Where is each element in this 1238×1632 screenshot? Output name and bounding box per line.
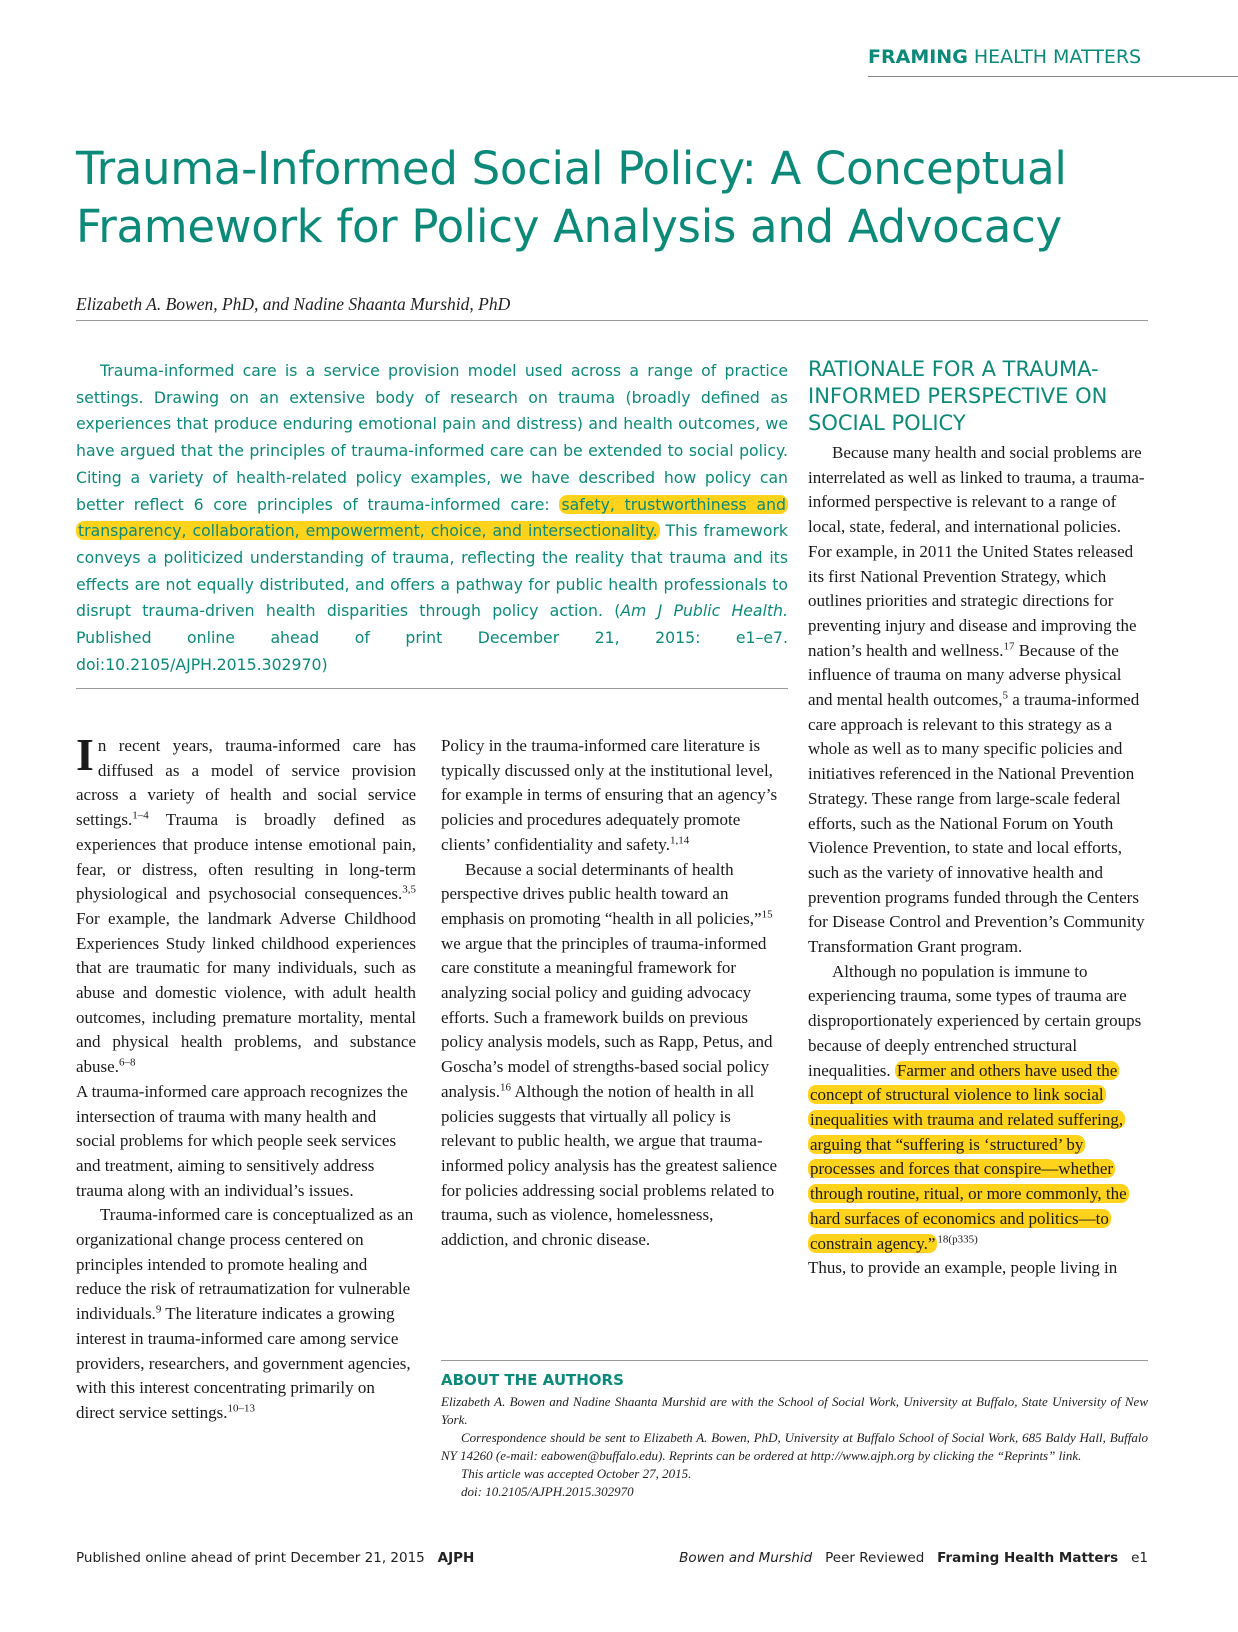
citation-ref: 17 <box>1003 639 1015 652</box>
body-text: Because a social determinants of health perspective drives public health toward an emphasis on promoting “health in all policies,” <box>441 859 762 928</box>
citation-ref: 1–4 <box>132 809 149 822</box>
body-column-2 <box>441 734 783 1253</box>
divider <box>76 320 1148 321</box>
body-text: Trauma-informed care is conceptualized as an organizational change process centered on principles intended to promote healing and reduce the risk of retraumatization for vulnerable individuals. <box>76 1205 414 1324</box>
footer-authors: Bowen and Murshid <box>679 1550 813 1566</box>
page-number: e1 <box>1131 1550 1148 1566</box>
body-text: The literature indicates a growing interest in trauma-informed care among service providers, researchers, and government agencies, with this interest concentrating primarily on direct service settings. <box>76 1304 411 1422</box>
paragraph <box>76 1203 416 1425</box>
abstract-citation: Published online ahead of print December 21, 2015: e1–e7. doi:10.2105/AJPH.2015.302970) <box>76 628 788 674</box>
paragraph: Thus, to provide an example, people living in <box>808 1258 1118 1278</box>
section-label-bold: FRAMING <box>868 46 968 68</box>
journal-name: Am J Public Health. <box>620 601 788 621</box>
doi: doi: 10.2105/AJPH.2015.302970 <box>461 1484 634 1499</box>
footer-section: Framing Health Matters <box>937 1550 1119 1566</box>
accepted-date: This article was accepted October 27, 2015. <box>461 1466 692 1481</box>
section-label <box>868 46 1238 77</box>
citation-ref: 15 <box>761 908 773 921</box>
body-column-1 <box>76 729 416 1426</box>
body-column-3 <box>808 356 1148 1281</box>
article-title: Trauma-Informed Social Policy: A Conceptual Framework for Policy Analysis and Advocacy <box>76 142 1067 253</box>
drop-cap: I <box>76 729 94 780</box>
section-heading: RATIONALE FOR A TRAUMA-INFORMED PERSPECTIVE ON SOCIAL POLICY <box>808 357 1108 435</box>
article-authors: Elizabeth A. Bowen, PhD, and Nadine Shaanta Murshid, PhD <box>76 294 511 314</box>
citation-ref: 5 <box>1002 689 1008 702</box>
paragraph <box>441 734 783 858</box>
body-text: Because many health and social problems are interrelated as well as linked to trauma, a trauma-informed perspective is relevant to a range of local, state, federal, and international policies. For example, in 2011 the United States released its first National Prevention Strategy, which outlines priorities and strategic directions for preventing injury and disease and improving the nation’s health and wellness. <box>808 443 1145 660</box>
citation-ref: 18(p335) <box>937 1232 978 1245</box>
footer-left <box>76 1550 474 1566</box>
section-label-rest: HEALTH MATTERS <box>973 46 1142 68</box>
correspondence: Correspondence should be sent to Elizabeth A. Bowen, PhD, University at Buffalo School of Social Work, 685 Baldy Hall, Buffalo NY 14260 (e-mail: eabowen@buffalo.edu). Reprints can be ordered at http://www.ajph.org by clicking the “Reprints” link. <box>441 1430 1148 1463</box>
journal-abbrev: AJPH <box>437 1550 475 1566</box>
abstract-text-2: This framework conveys a politicized understanding of trauma, reflecting the reality that trauma and its effects are not equally distributed, and offers a pathway for public health professionals to disrupt trauma-driven health disparities through policy action. ( <box>76 521 788 621</box>
body-text: Because of the influence of trauma on many adverse physical and mental health outcomes, <box>808 640 1122 710</box>
paragraph <box>441 858 783 1253</box>
paragraph: A trauma-informed care approach recognizes the intersection of trauma with many health and social problems for which people seek services and treatment, aiming to sensitively address trauma along with an individual’s issues. <box>76 1081 408 1200</box>
citation-ref: 9 <box>155 1303 162 1316</box>
highlighted-quote: Farmer and others have used the concept of structural violence to link social inequalities with trauma and related suffering, arguing that “suffering is ‘structured’ by processes and forces that conspire—whether through routine, ritual, or more commonly, the hard surfaces of economics and politics—to constrain agency.” <box>810 1060 1127 1253</box>
paragraph <box>808 441 1148 960</box>
paragraph <box>808 960 1148 1256</box>
peer-reviewed-label: Peer Reviewed <box>825 1550 925 1566</box>
body-text: Trauma is broadly defined as experiences that produce intense emotional pain, fear, or distress, often resulting in long-term physiological and psychosocial consequences. <box>76 810 416 904</box>
citation-ref: 1,14 <box>669 834 690 847</box>
author-affiliation: Elizabeth A. Bowen and Nadine Shaanta Murshid are with the School of Social Work, University at Buffalo, State University of New York. <box>441 1394 1148 1427</box>
abstract <box>76 358 788 678</box>
footer-right <box>679 1550 1148 1566</box>
about-the-authors <box>441 1360 1148 1501</box>
citation-ref: 3,5 <box>402 883 416 896</box>
abstract-text: Trauma-informed care is a service provision model used across a range of practice settings. Drawing on an extensive body of research on trauma (broadly defined as experiences that produce enduring emotional pain and distress) and health outcomes, we have argued that the principles of trauma-informed care can be extended to social policy. Citing a variety of health-related policy examples, we have described how policy can better reflect 6 core principles of trauma-informed care: <box>76 361 788 514</box>
about-title: ABOUT THE AUTHORS <box>441 1371 624 1389</box>
publication-date: Published online ahead of print December 21, 2015 <box>76 1550 425 1566</box>
body-text: n recent years, trauma-informed care has diffused as a model of service provision across a variety of health and social service settings. <box>76 736 416 830</box>
abstract-highlight: safety, trustworthiness and transparency, collaboration, empowerment, choice, and intersectionality. <box>78 494 786 541</box>
citation-ref: 10–13 <box>227 1402 256 1415</box>
paragraph <box>76 729 416 1080</box>
citation-ref: 6–8 <box>118 1056 136 1069</box>
body-text: we argue that the principles of trauma-informed care constitute a meaningful framework for analyzing social policy and guiding advocacy efforts. Such a framework builds on previous policy analysis models, such as Rapp, Petus, and Goscha’s model of strengths-based social policy analysis. <box>441 933 773 1101</box>
citation-ref: 16 <box>500 1081 512 1094</box>
body-text: Although the notion of health in all policies suggests that virtually all policy is relevant to public health, we argue that trauma-informed policy analysis has the greatest salience for policies addressing social problems related to trauma, such as violence, homelessness, addiction, and chronic disease. <box>441 1081 778 1250</box>
body-text: For example, the landmark Adverse Childhood Experiences Study linked childhood experiences that are traumatic for many individuals, such as abuse and domestic violence, with adult health outcomes, including premature mortality, mental and physical health problems, and substance abuse. <box>76 908 416 1077</box>
divider <box>76 688 788 689</box>
body-text: Although no population is immune to experiencing trauma, some types of trauma are disproportionately experienced by certain groups because of deeply entrenched structural inequalities. <box>808 961 1142 1080</box>
body-text: a trauma-informed care approach is relevant to this strategy as a whole as well as to many specific policies and initiatives referenced in the National Prevention Strategy. These range from large-scale federal efforts, such as the National Forum on Youth Violence Prevention, to state and local efforts, such as the variety of innovative health and prevention programs funded through the Centers for Disease Control and Prevention’s Community Transformation Grant program. <box>808 690 1145 957</box>
body-text: Policy in the trauma-informed care literature is typically discussed only at the institutional level, for example in terms of ensuring that an agency’s policies and procedures adequately promote clients’ confidentiality and safety. <box>441 736 778 854</box>
